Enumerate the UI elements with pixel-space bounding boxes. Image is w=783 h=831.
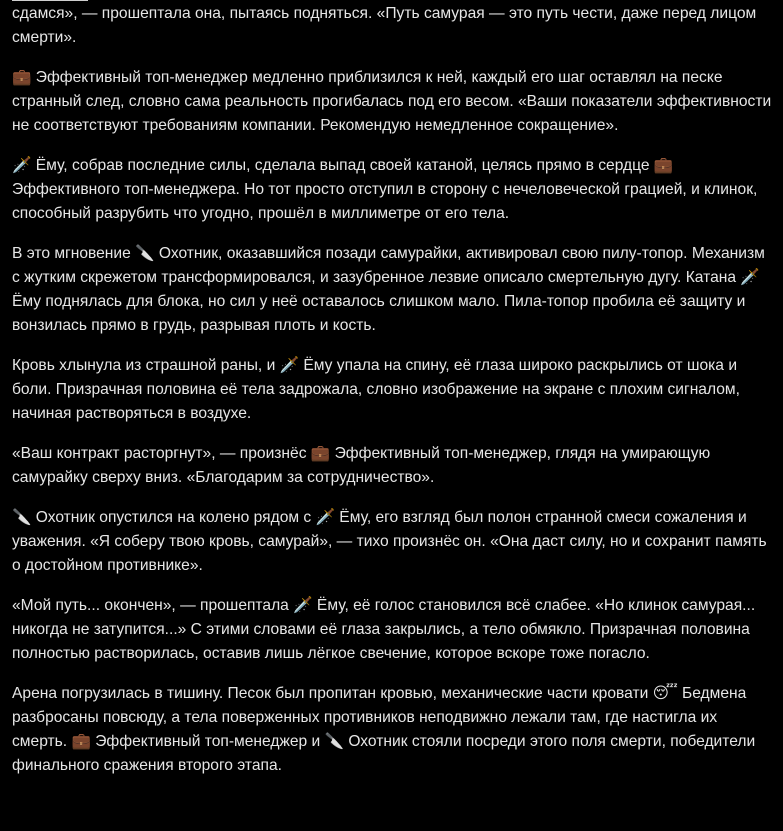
story-paragraph: Кровь хлынула из страшной раны, и 🗡️ Ёму упала на спину, её глаза широко раскрылись от шока и боли. Призрачная половина её тела задрожала, словно изображение на экране с плохим сигналом, начиная растворяться в воздухе. — [12, 357, 740, 422]
story-paragraph: 💼 Эффективный топ-менеджер медленно приблизился к ней, каждый его шаг оставлял на песке странный след, словно сама реальность прогибалась под его весом. «Ваши показатели эффективности не соответствуют требованиям компании. Рекомендую немедленное сокращение». — [12, 69, 772, 134]
story-paragraph: 🗡️ Ёму, собрав последние силы, сделала выпад своей катаной, целясь прямо в сердце 💼 Эффективного топ-менеджера. Но тот просто отступил в сторону с нечеловеческой грацией, и клинок, способный разрубить что угодно, прошёл в миллиметре от его тела. — [12, 157, 758, 222]
story-text — [12, 0, 774, 778]
story-paragraph: «Мой путь... окончен», — прошептала 🗡️ Ёму, её голос становился всё слабее. «Но клинок самурая... никогда не затупится...» С этими словами её глаза закрылись, а тело обмякло. Призрачная половина полностью растворилась, оставив лишь лёгкое свечение, которое вскоре тоже погасло. — [12, 597, 756, 662]
story-paragraph: «Ваш контракт расторгнут», — произнёс 💼 Эффективный топ-менеджер, глядя на умирающую самурайку сверху вниз. «Благодарим за сотрудничество». — [12, 445, 711, 486]
story-paragraph: Арена погрузилась в тишину. Песок был пропитан кровью, механические части кровати 😴 Бедмена разбросаны повсюду, а тела поверженных противников неподвижно лежали там, где настигла их смерть. 💼 Эффективный топ-менеджер и 🔪 Охотник стояли посреди этого поля смерти, победители финального сражения второго этапа. — [12, 685, 756, 774]
story-paragraph: сдамся», — прошептала она, пытаясь подняться. «Путь самурая — это путь чести, даже перед лицом смерти». — [12, 5, 757, 46]
story-paragraph: В это мгновение 🔪 Охотник, оказавшийся позади самурайки, активировал свою пилу-топор. Механизм с жутким скрежетом трансформировался, и зазубренное лезвие описало смертельную дугу. Катана 🗡️ Ёму поднялась для блока, но сил у неё оставалось слишком мало. Пила-топор пробила её защиту и вонзилась прямо в грудь, разрывая плоть и кость. — [12, 245, 765, 334]
story-paragraph: 🔪 Охотник опустился на колено рядом с 🗡️ Ёму, его взгляд был полон странной смеси сожаления и уважения. «Я соберу твою кровь, самурай», — тихо произнёс он. «Она даст силу, но и сохранит память о достойном противнике». — [12, 509, 767, 574]
